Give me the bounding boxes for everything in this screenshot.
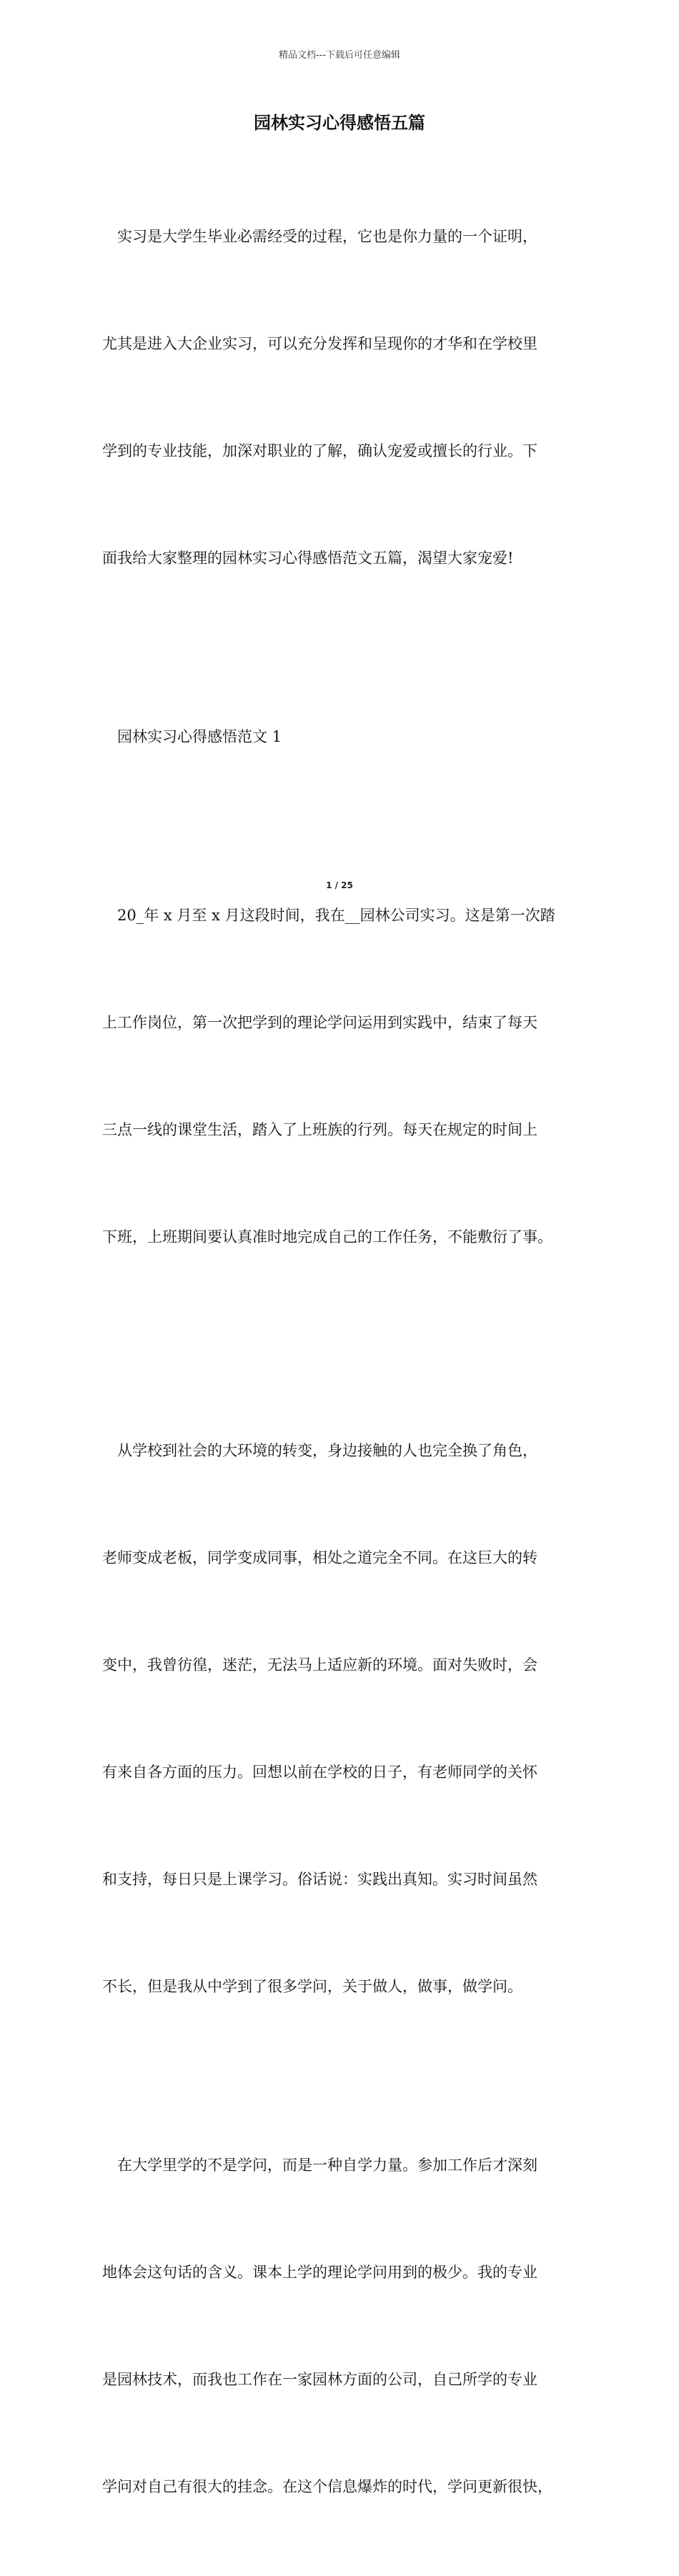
paragraph (102, 1361, 595, 2076)
text-line: 上工作岗位，第一次把学到的理论学问运用到实践中，结束了每天 (102, 1014, 537, 1031)
text-line: 面我给大家整理的园林实习心得感悟范文五篇，渴望大家宠爱! (102, 549, 514, 567)
text-line: 从学校到社会的大环境的转变，身边接触的人也完全换了角色， (102, 1442, 537, 1459)
text-line: 和支持，每日只是上课学习。俗话说：实践出真知。实习时间虽然 (102, 1871, 537, 1888)
paragraph (102, 2076, 595, 2576)
text-line: 三点一线的课堂生活，踏入了上班族的行列。每天在规定的时间上 (102, 1121, 537, 1138)
header-note: 精品文档---下载后可任意编辑 (278, 50, 401, 61)
document-body (102, 147, 595, 2576)
text-line: 学问对自己有很大的挂念。在这个信息爆炸的时代，学问更新很快， (102, 2478, 552, 2495)
text-line: 园林实习心得感悟范文 1 (102, 728, 282, 745)
text-line: 是园林技术，而我也工作在一家园林方面的公司，自己所学的专业 (102, 2371, 537, 2388)
text-line: 在大学里学的不是学问，而是一种自学力量。参加工作后才深刻 (102, 2157, 537, 2174)
text-line: 地体会这句话的含义。课本上学的理论学问用到的极少。我的专业 (102, 2264, 537, 2281)
text-line: 下班，上班期间要认真准时地完成自己的工作任务，不能敷衍了事。 (102, 1228, 552, 1245)
blank-line (102, 1326, 595, 1361)
text-line: 不长，但是我从中学到了很多学问，关于做人，做事，做学问。 (102, 1978, 522, 1995)
paragraph (102, 826, 595, 1326)
section-heading (102, 647, 595, 826)
page-number: 1 / 25 (326, 880, 353, 890)
text-line: 实习是大学生毕业必需经受的过程，它也是你力量的一个证明， (102, 228, 537, 245)
text-line: 有来自各方面的压力。回想以前在学校的日子，有老师同学的关怀 (102, 1764, 537, 1781)
text-line: 变中，我曾彷徨，迷茫，无法马上适应新的环境。面对失败时，会 (102, 1656, 537, 1674)
text-line: 老师变成老板，同学变成同事，相处之道完全不同。在这巨大的转 (102, 1549, 537, 1566)
document-title: 园林实习心得感悟五篇 (254, 113, 425, 133)
paragraph-intro (102, 147, 595, 647)
text-line: 尤其是进入大企业实习，可以充分发挥和呈现你的才华和在学校里 (102, 335, 537, 352)
text-line: 学到的专业技能，加深对职业的了解，确认宠爱或擅长的行业。下 (102, 442, 537, 459)
text-line: 20_年 x 月至 x 月这段时间，我在__园林公司实习。这是第一次踏 (102, 907, 555, 924)
